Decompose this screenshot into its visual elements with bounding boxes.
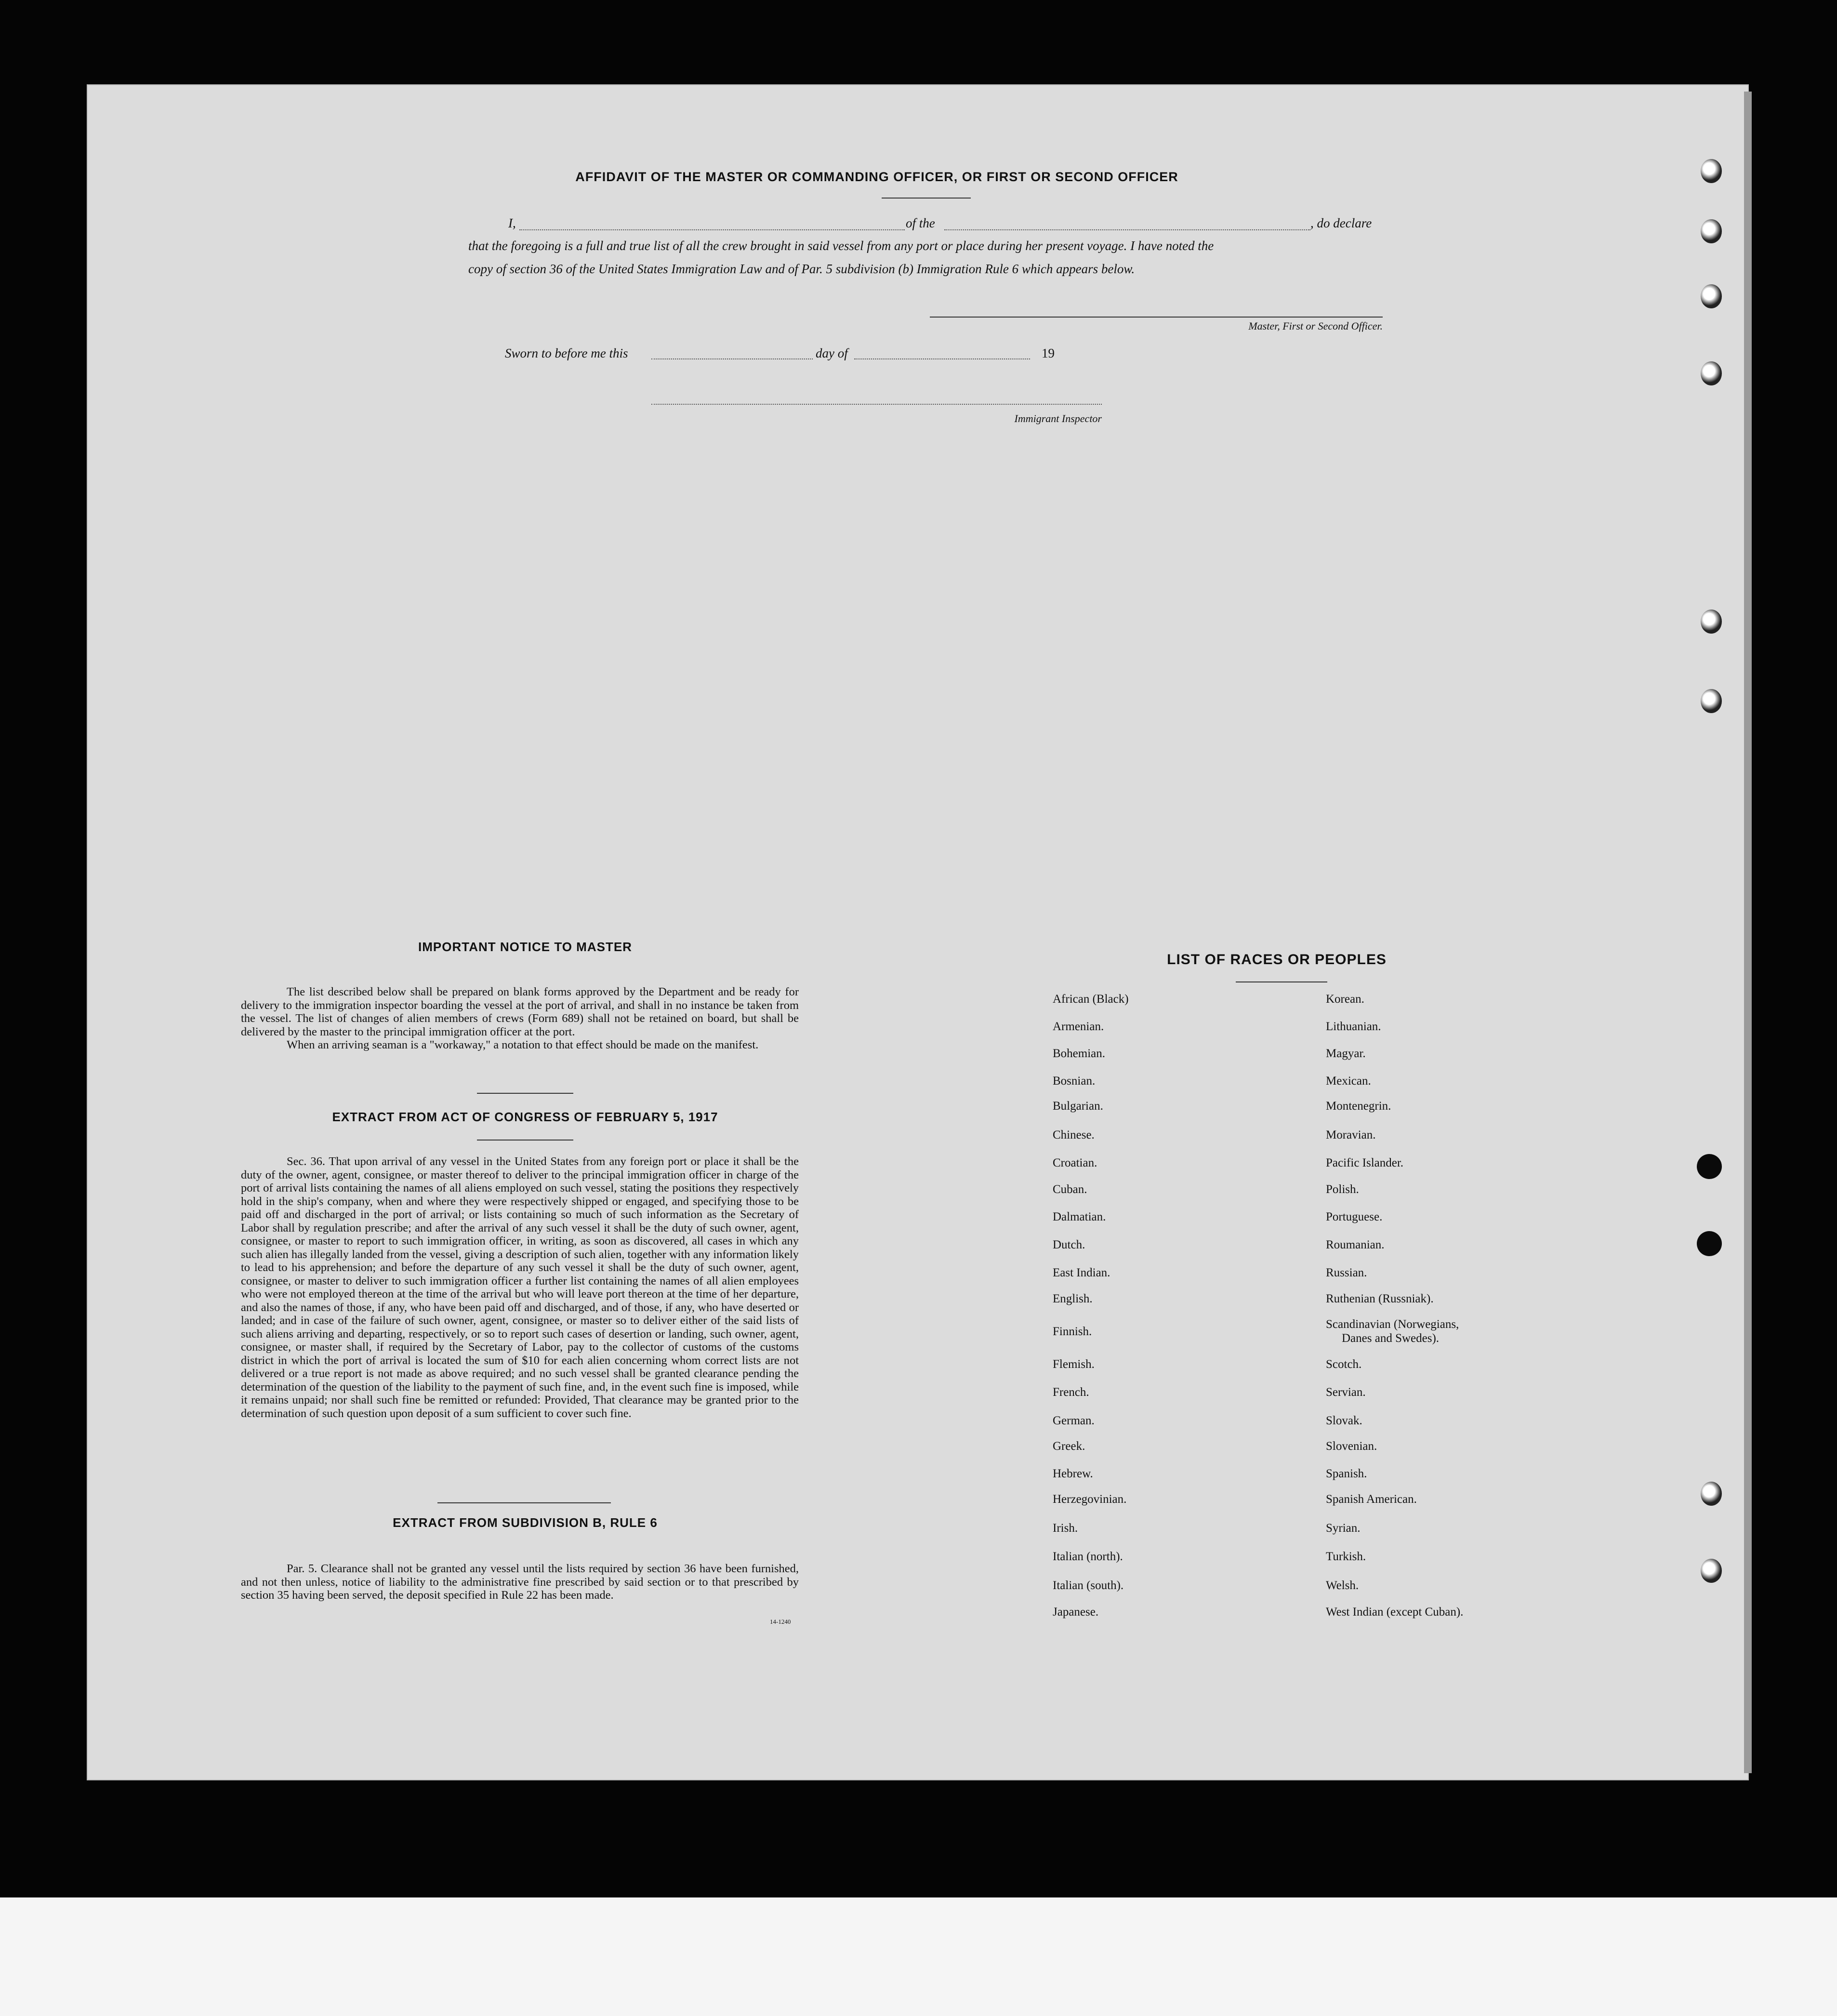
affidavit-line1-mid: of the: [906, 216, 935, 230]
race-left-2: Armenian.: [1053, 1020, 1104, 1033]
race-right-23: West Indian (except Cuban).: [1326, 1605, 1464, 1618]
race-left-12: English.: [1053, 1292, 1093, 1305]
race-left-22: Italian (south).: [1053, 1579, 1124, 1592]
race-right-18: Spanish.: [1326, 1467, 1367, 1480]
race-left-15: French.: [1053, 1386, 1089, 1399]
race-right-3: Magyar.: [1326, 1047, 1366, 1060]
binder-hole-icon: [1701, 284, 1722, 308]
race-left-5: Bulgarian.: [1053, 1100, 1103, 1113]
vessel-field[interactable]: [944, 229, 1310, 230]
title-divider: [882, 198, 971, 199]
race-right-14: Scotch.: [1326, 1358, 1362, 1371]
race-left-6: Chinese.: [1053, 1128, 1095, 1141]
form-number: 14-1240: [770, 1618, 791, 1625]
binder-hole-icon: [1701, 689, 1722, 713]
binder-hole-icon: [1701, 361, 1722, 385]
sworn-day-field[interactable]: [651, 358, 813, 359]
inspector-signature-line[interactable]: [651, 404, 1102, 405]
master-signature-label: Master, First or Second Officer.: [1248, 320, 1383, 332]
race-right-6: Moravian.: [1326, 1128, 1376, 1141]
sworn-start: Sworn to before me this: [505, 346, 628, 360]
races-divider: [1236, 981, 1327, 982]
notice-para2: When an arriving seaman is a "workaway," a notation to that effect should be made on the manifest.: [287, 1038, 759, 1051]
race-right-15: Servian.: [1326, 1386, 1366, 1399]
race-right-5: Montenegrin.: [1326, 1100, 1391, 1113]
race-right-20: Syrian.: [1326, 1522, 1361, 1535]
rule-text: Par. 5. Clearance shall not be granted any vessel until the lists required by section 36 have been furnished, and not then unless, notice of liability to the administrative fine prescribed by said section or to that prescribed by section 35 having been served, the deposit specified in Rule 22 has been made.: [241, 1562, 799, 1602]
notice-divider: [477, 1093, 573, 1094]
race-left-3: Bohemian.: [1053, 1047, 1106, 1060]
race-right-22: Welsh.: [1326, 1579, 1359, 1592]
race-right-10: Roumanian.: [1326, 1238, 1385, 1251]
act-title: EXTRACT FROM ACT OF CONGRESS OF FEBRUARY 5, 1917: [332, 1110, 718, 1124]
race-right-13: Scandinavian (Norwegians,: [1326, 1318, 1459, 1331]
sworn-month-field[interactable]: [854, 358, 1030, 359]
sworn-mid: day of: [816, 346, 848, 360]
notice-body: [241, 985, 799, 1052]
race-right-17: Slovenian.: [1326, 1440, 1377, 1453]
binder-hole-icon: [1701, 1559, 1722, 1583]
races-title: LIST OF RACES OR PEOPLES: [1167, 952, 1387, 968]
race-right-21: Turkish.: [1326, 1550, 1366, 1563]
affidavit-title: AFFIDAVIT OF THE MASTER OR COMMANDING OFFICER, OR FIRST OR SECOND OFFICER: [575, 170, 1178, 184]
affidavit-line1-start: I,: [508, 216, 516, 230]
race-left-11: East Indian.: [1053, 1266, 1110, 1279]
affidavit-line1-end: , do declare: [1310, 216, 1372, 230]
race-left-14: Flemish.: [1053, 1358, 1095, 1371]
race-right-4: Mexican.: [1326, 1074, 1371, 1088]
page-edge: [1744, 92, 1752, 1773]
race-right-2: Lithuanian.: [1326, 1020, 1381, 1033]
race-left-19: Herzegovinian.: [1053, 1493, 1127, 1506]
race-left-13: Finnish.: [1053, 1325, 1092, 1338]
master-signature-line[interactable]: [930, 317, 1383, 318]
affidavit-line2: that the foregoing is a full and true list of all the crew brought in said vessel from any port or place during her present voyage. I have noted the: [468, 239, 1214, 253]
race-left-4: Bosnian.: [1053, 1074, 1096, 1088]
race-right-11: Russian.: [1326, 1266, 1367, 1279]
race-left-18: Hebrew.: [1053, 1467, 1093, 1480]
race-right-9: Portuguese.: [1326, 1210, 1383, 1223]
race-left-1: African (Black): [1053, 993, 1129, 1006]
race-left-23: Japanese.: [1053, 1605, 1099, 1618]
act-divider: [477, 1140, 573, 1141]
rule-title: EXTRACT FROM SUBDIVISION B, RULE 6: [393, 1515, 658, 1530]
name-field[interactable]: [519, 229, 905, 230]
race-left-7: Croatian.: [1053, 1156, 1097, 1169]
race-right-1: Korean.: [1326, 993, 1364, 1006]
affidavit-line3: copy of section 36 of the United States Immigration Law and of Par. 5 subdivision (b) Immigration Rule 6 which appears below.: [468, 262, 1135, 276]
race-left-20: Irish.: [1053, 1522, 1078, 1535]
rule-body: [241, 1562, 799, 1602]
act-body: [241, 1155, 799, 1420]
notice-para1: The list described below shall be prepared on blank forms approved by the Department and be ready for delivery to the immigration inspector boarding the vessel at the port of arrival, and shall in no instance be taken from the vessel. The list of changes of alien members of crews (Form 689) shall not be retained on board, but shall be delivered by the master to the principal immigration officer at the port.: [241, 985, 799, 1038]
binder-hole-icon: [1701, 159, 1722, 183]
race-left-16: German.: [1053, 1414, 1095, 1427]
race-left-21: Italian (north).: [1053, 1550, 1123, 1563]
sworn-year: 19: [1042, 346, 1055, 360]
race-right-16: Slovak.: [1326, 1414, 1362, 1427]
act-end-divider: [437, 1502, 611, 1503]
inspector-label: Immigrant Inspector: [1014, 412, 1102, 424]
punch-hole-icon: [1697, 1231, 1722, 1256]
binder-hole-icon: [1701, 610, 1722, 634]
race-left-8: Cuban.: [1053, 1183, 1087, 1196]
notice-title: IMPORTANT NOTICE TO MASTER: [418, 940, 632, 954]
race-right-19: Spanish American.: [1326, 1493, 1417, 1506]
race-right-7: Pacific Islander.: [1326, 1156, 1404, 1169]
race-right-12: Ruthenian (Russniak).: [1326, 1292, 1434, 1305]
binder-hole-icon: [1701, 1482, 1722, 1506]
binder-hole-icon: [1701, 219, 1722, 243]
race-left-10: Dutch.: [1053, 1238, 1085, 1251]
scan-border: [0, 1879, 1837, 2016]
punch-hole-icon: [1697, 1154, 1722, 1179]
race-left-17: Greek.: [1053, 1440, 1085, 1453]
race-right-13b: Danes and Swedes).: [1342, 1332, 1440, 1345]
race-left-9: Dalmatian.: [1053, 1210, 1106, 1223]
act-text: Sec. 36. That upon arrival of any vessel in the United States from any foreign port or place it shall be the duty of the owner, agent, consignee, or master thereof to deliver to the principal immigration officer in charge of the port of arrival lists containing the names of all aliens employed on such vessel, stating the positions they respectively hold in the ship's company, when and where they were respectively shipped or engaged, and specifying those to be paid off and discharged in the port of arrival; or lists containing so much of such information as the Secretary of Labor shall by regulation prescribe; and after the arrival of any such vessel it shall be the duty of such owner, agent, consignee, or master to report to such immigration officer, in writing, as soon as discovered, all cases in which any such alien has illegally landed from the vessel, giving a description of such alien, together with any information likely to lead to his apprehension; and before the departure of any such vessel it shall be the duty of such owner, agent, consignee, or master to deliver to such immigration officer a further list containing the names of all alien employees who were not employed thereon at the time of the arrival but who will leave port thereon at the time of her departure, and also the names of those, if any, who have been paid off and discharged, and of those, if any, who have deserted or landed; and in case of the failure of such owner, agent, consignee, or master so to deliver either of the said lists of such aliens arriving and departing, respectively, or so to report such cases of desertion or landing, such owner, agent, consignee, or master shall, if required by the Secretary of Labor, pay to the collector of customs of the customs district in which the port of arrival is located the sum of $10 for each alien concerning whom correct lists are not delivered or a true report is not made as above required; and no such vessel shall be granted clearance pending the determination of the question of the liability to the payment of such fine, and, in the event such fine is imposed, while it remains unpaid; nor shall such fine be remitted or refunded: Provided, That clearance may be granted prior to the determination of such question upon deposit of a sum sufficient to cover such fine.: [241, 1155, 799, 1420]
race-right-8: Polish.: [1326, 1183, 1359, 1196]
